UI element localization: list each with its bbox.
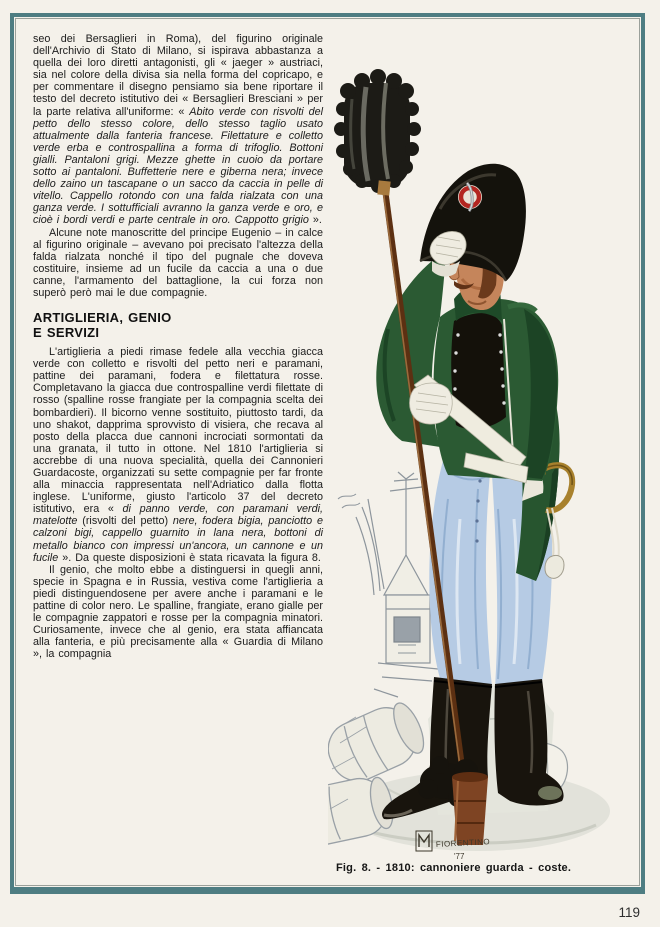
page-border-frame [10,13,645,894]
paragraph-text: ». [308,214,322,227]
figure-illustration [328,29,638,874]
signature-year: '77 [454,852,465,861]
page-number: 119 [618,905,640,920]
paragraph-text: L'artiglieria a piedi rimase fedele alla vecchia giacca verde con colletto e risvolti del petto neri e paramani, pattine dei paramani, fodera e filettatura rosse. Completavano la giacca due controspalline verdi filettate di rosso (spalline rosse frangiate per la compagnia scelta dei bombardieri). Il bicorno venne sostituito, piuttosto tardi, da uno shakot, dapprima sprovvisto di visiera, che recava al posto della placca due cannoni incrociati sormontati da una granata, il tutto in ottone. Nel 1810 l'artiglieria si accrebbe di una nuova specialità, quella dei Cannonieri Guardacoste, organizzati su sette compagnie per far fronte alla minaccia rappresentata nell'Adriatico dalla flotta inglese. L'uniforme, giusto l'articolo 37 del decreto istitutivo, era « [33,346,323,516]
signature-name: FIORENTINO [435,837,491,849]
grip-hand-glove [410,383,453,424]
sky-squiggles [338,494,360,508]
decree-quote-italic: di panno verde, con paramani verdi, matelotte [33,503,323,528]
paragraph-text: seo dei Bersaglieri in Roma), del figurino originale dell'Archivio di Stato di Milano, si ispirava abbastanza a quella dei loro diretti antagonisti, gli « jaeger » austriaci, sia nel colore della divisa sia nella forma del copricapo, e per commentare il disegno pensiamo sia bene riportare il testo del decreto istitutivo dei « Bersaglieri Bresciani » per la parte relativa all'uniforme: « [33,33,323,118]
paragraph-text: (risvolti del petto) [82,515,173,528]
heading-line: E SERVIZI [33,325,100,341]
paragraph-note-eugenio: Alcune note manoscritte del principe Eugenio – in calce al figurino originale – avevano poi precisato l'altezza della falda rialzata nonché il tipo del pugnale che doveva costituire, insieme ad un fucile da caccia a una o due canne, l'armamento del battaglione, la cui forza non superò però mai le due compagnie. [33,226,323,299]
text-column [33,33,323,661]
decree-quote-italic: Abito verde con risvolti del petto dello stesso colore, dello stesso taglio usato attualmente dalla fanteria francese. Filettature e colletto verde erba e controspallina a forma di trifoglio. Bottoni gialli. Pantaloni grigi. Mezze ghette in cuoio da portare sotto ai pantaloni. Buffetterie nere e giberna nera; invece dello zaino un tascapane o un sacco da caccia in pelle di vitello. Cappello rotondo con una falda rialzata con una ganza verde. I sottufficiali avranno la ganza verde e oro, e cioè i bordi verdi e parte centrale in oro. Cappotto grigio [33,105,323,227]
paragraph-artiglieria [33,346,323,564]
decree-quote-italic: nere, fodera bigia, panciotto e calzoni bigi, cappello guarnito in lana nera, bottoni di metallo bianco con impressi un'ancora, un cannone e un fucile [33,515,323,564]
paragraph-genio: Il genio, che molto ebbe a distinguersi in quegli anni, specie in Spagna e in Russia, vestiva come l'artiglieria a piedi distinguendosene per avere anche i paramani e le pattine di color nero. Le spalline, frangiate, erano gialle per le compagnie zappatori e rosse per la compagnia minatori. Curiosamente, invece che al genio, era stata affiancata alla fanteria, e più precisamente alla « Guardia di Milano », la compagnia [33,563,323,661]
paragraph-bersaglieri [33,33,323,227]
paragraph-text: ». Da queste disposizioni è stata ricavata la figura 8. [58,551,321,564]
section-heading [33,310,323,340]
figure-caption: Fig. 8. - 1810: cannoniere guarda - coste. [336,862,572,874]
heading-line: ARTIGLIERIA, GENIO [33,310,172,326]
sponge-head [334,69,421,196]
figure-illustration-area [328,29,638,879]
page-border-inner-line [15,18,640,886]
